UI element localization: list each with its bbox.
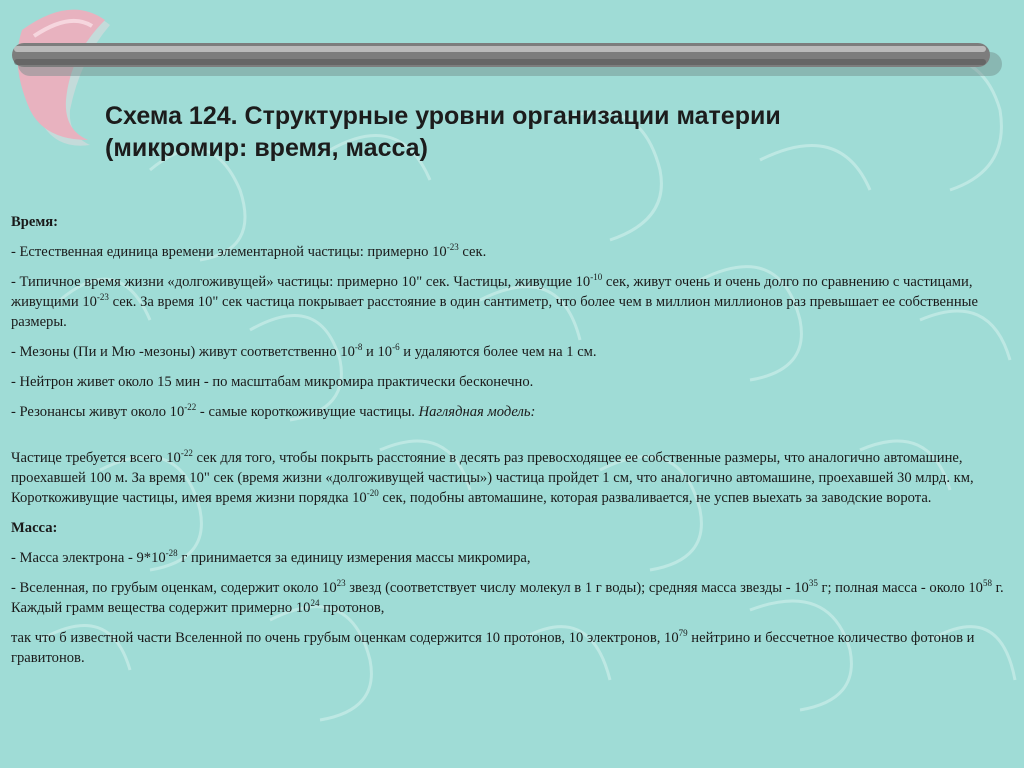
time-heading: Время: [11, 214, 59, 230]
time-paragraph-3: - Мезоны (Пи и Мю -мезоны) живут соответственно $10^{-8}$ и $10^{-6}$ и удаляются более чем на 1 см. [11, 342, 597, 360]
slide-body [11, 212, 1011, 678]
time-paragraph-5: - Резонансы живут около $10^{-22}$ - самые короткоживущие частицы. Наглядная модель: [11, 402, 536, 420]
slide-title [105, 100, 965, 164]
mass-paragraph-3: так что б известной части Вселенной по очень грубым оценкам содержится 10 протонов, 10 электронов, $10^{79}$ нейтрино и бессчетное количество фотонов и гравитонов. [11, 628, 975, 666]
slide-title-line-1: Схема 124. Структурные уровни организации материи [105, 102, 781, 130]
time-paragraph-1: - Естественная единица времени элементарной частицы: примерно $10^{-23}$ сек. [11, 242, 487, 260]
mass-paragraph-1: - Масса электрона - $9*10^{-28}$ г принимается за единицу измерения массы микромира, [11, 548, 531, 566]
time-paragraph-4: - Нейтрон живет около 15 мин - по масштабам микромира практически бесконечно. [11, 374, 534, 390]
time-paragraph-2: - Типичное время жизни «долгоживущей» частицы: примерно 10" сек. Частицы, живущие $10^{-10}$ сек, живут очень и очень долго по сравнению с частицами, живущими $10^{-23}$ сек. За время 10" сек частица покрывает расстояние в один сантиметр, что более чем в миллион миллионов раз превышает ее собственные размеры. [11, 272, 978, 330]
mass-paragraph-2: - Вселенная, по грубым оценкам, содержит около $10^{23}$ звезд (соответствует числу молекул в 1 г воды); средняя масса звезды - $10^{35}$ г; полная масса - около $10^{58}$ г. Каждый грамм вещества содержит примерно $10^{24}$ протонов, [11, 578, 1004, 616]
time-paragraph-6: Частице требуется всего $10^{-22}$ сек для того, чтобы покрыть расстояние в десять раз превосходящее ее собственные размеры, что аналогично автомашине, проехавшей 100 м. За время 10" сек (время жизни «долгоживущей частицы») частица пройдет 1 см, что аналогично автомашине, проехавшей 30 млрд. км, Короткоживущие частицы, имея время жизни порядка $10^{-20}$ сек, подобны автомашине, которая разваливается, не успев выехать за заводские ворота. [11, 448, 974, 506]
visual-model-label: Наглядная модель: [418, 404, 536, 420]
slide-title-line-2: (микромир: время, масса) [105, 134, 428, 162]
mass-heading: Масса: [11, 520, 58, 536]
